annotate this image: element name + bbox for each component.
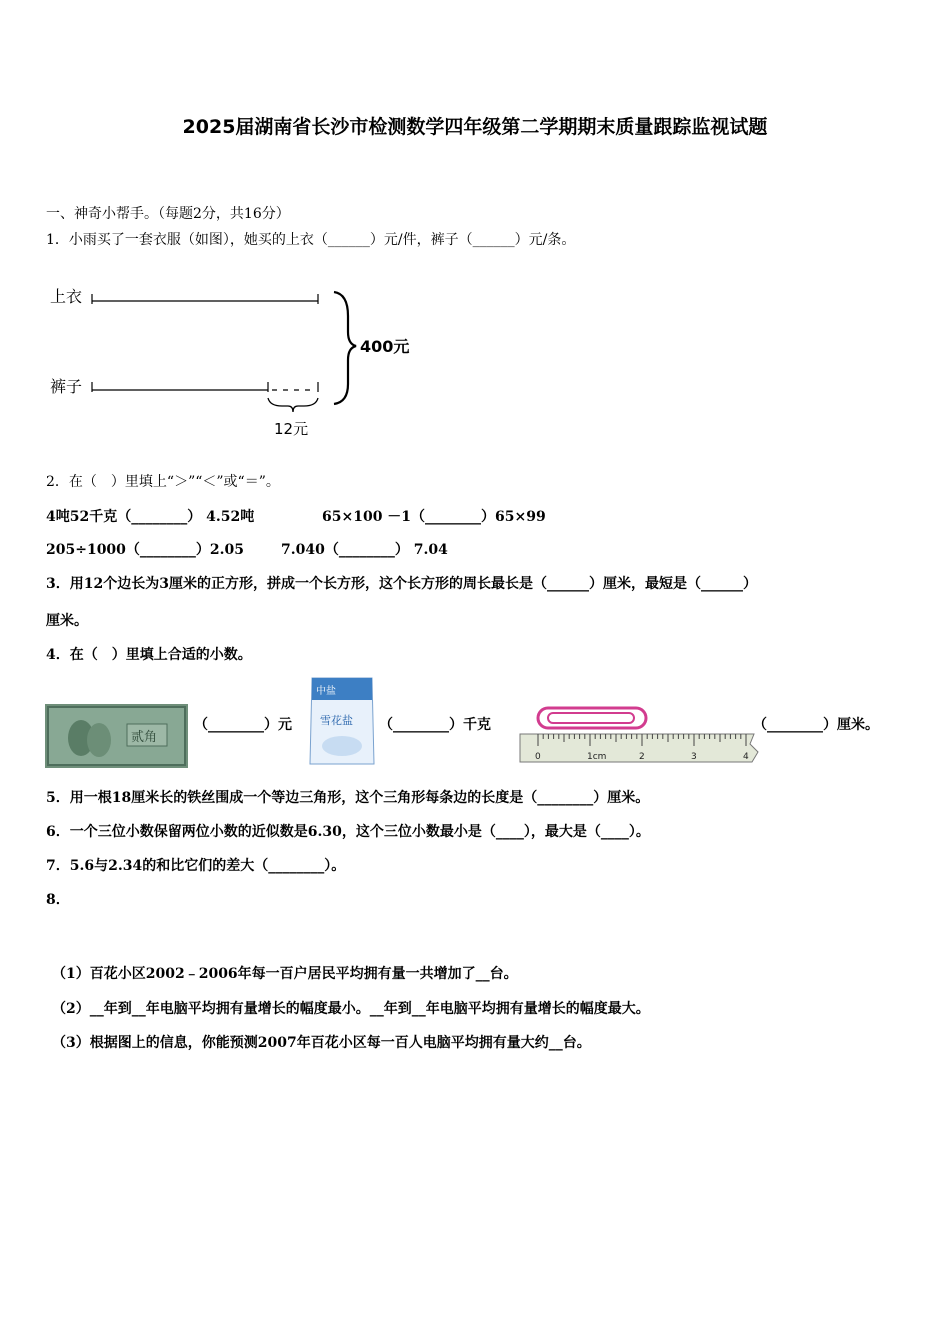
q2-item-3: 205÷1000（________）2.05 bbox=[46, 542, 245, 558]
ruler-label: 3 bbox=[691, 752, 697, 762]
question-8: 8． bbox=[46, 892, 70, 908]
banknote-text: 贰角 bbox=[131, 730, 158, 745]
ruler-label: 0 bbox=[535, 752, 541, 762]
salt-text: 雪花盐 bbox=[320, 714, 353, 727]
section-heading: 一、神奇小帮手。（每题2分，共16分） bbox=[46, 206, 290, 222]
total-label: 400元 bbox=[360, 337, 410, 356]
right-brace bbox=[334, 292, 356, 404]
bottom-label: 裤子 bbox=[50, 377, 83, 396]
question-7: 7．5.6与2.34的和比它们的差大（________）。 bbox=[46, 858, 346, 874]
q4-blank-money: （________）元 bbox=[194, 717, 292, 733]
q4-blank-length: （________）厘米。 bbox=[753, 717, 879, 733]
question-3-cont: 厘米。 bbox=[46, 613, 88, 629]
question-5: 5．用一根18厘米长的铁丝围成一个等边三角形，这个三角形每条边的长度是（________）厘米。 bbox=[46, 790, 650, 806]
ruler-label: 2 bbox=[639, 752, 645, 762]
question-3: 3．用12个边长为3厘米的正方形，拼成一个长方形，这个长方形的周长最长是（______）厘米，最短是（______） bbox=[46, 576, 757, 592]
question-4: 4．在（ ）里填上合适的小数。 bbox=[46, 647, 252, 663]
question-8-part-2: （2）__年到__年电脑平均拥有量增长的幅度最小。__年到__年电脑平均拥有量增长的幅度最大。 bbox=[52, 1001, 650, 1017]
ruler-clip-image bbox=[518, 704, 762, 770]
q2-item-2: 65×100 －1（________）65×99 bbox=[322, 509, 546, 525]
diff-label: 12元 bbox=[274, 420, 309, 438]
bottom-brace bbox=[268, 398, 318, 412]
q4-blank-salt: （________）千克 bbox=[379, 717, 491, 733]
question-1: 1．小雨买了一套衣服（如图），她买的上衣（______）元/件，裤子（______）元/条。 bbox=[46, 232, 576, 248]
salt-bag-image bbox=[306, 674, 378, 768]
question-8-part-1: （1）百花小区2002﹣2006年每一百户居民平均拥有量一共增加了__台。 bbox=[52, 966, 518, 982]
page-title: 2025届湖南省长沙市检测数学四年级第二学期期末质量跟踪监视试题 bbox=[182, 116, 768, 138]
q2-item-4: 7.040（________） 7.04 bbox=[281, 542, 448, 558]
question-2: 2．在（ ）里填上“＞”“＜”或“＝”。 bbox=[46, 474, 280, 490]
ruler-label: 1cm bbox=[587, 752, 607, 762]
question-6: 6．一个三位小数保留两位小数的近似数是6.30，这个三位小数最小是（____），最大是（____）。 bbox=[46, 824, 650, 840]
banknote-image bbox=[45, 704, 188, 768]
salt-brand: 中盐 bbox=[316, 686, 336, 697]
ruler-label: 4 bbox=[743, 752, 749, 762]
q2-item-1: 4吨52千克（________） 4.52吨 bbox=[46, 509, 255, 525]
top-label: 上衣 bbox=[50, 287, 83, 306]
question-8-part-3: （3）根据图上的信息，你能预测2007年百花小区每一百人电脑平均拥有量大约__台。 bbox=[52, 1035, 591, 1051]
clothes-price-diagram bbox=[46, 280, 416, 445]
